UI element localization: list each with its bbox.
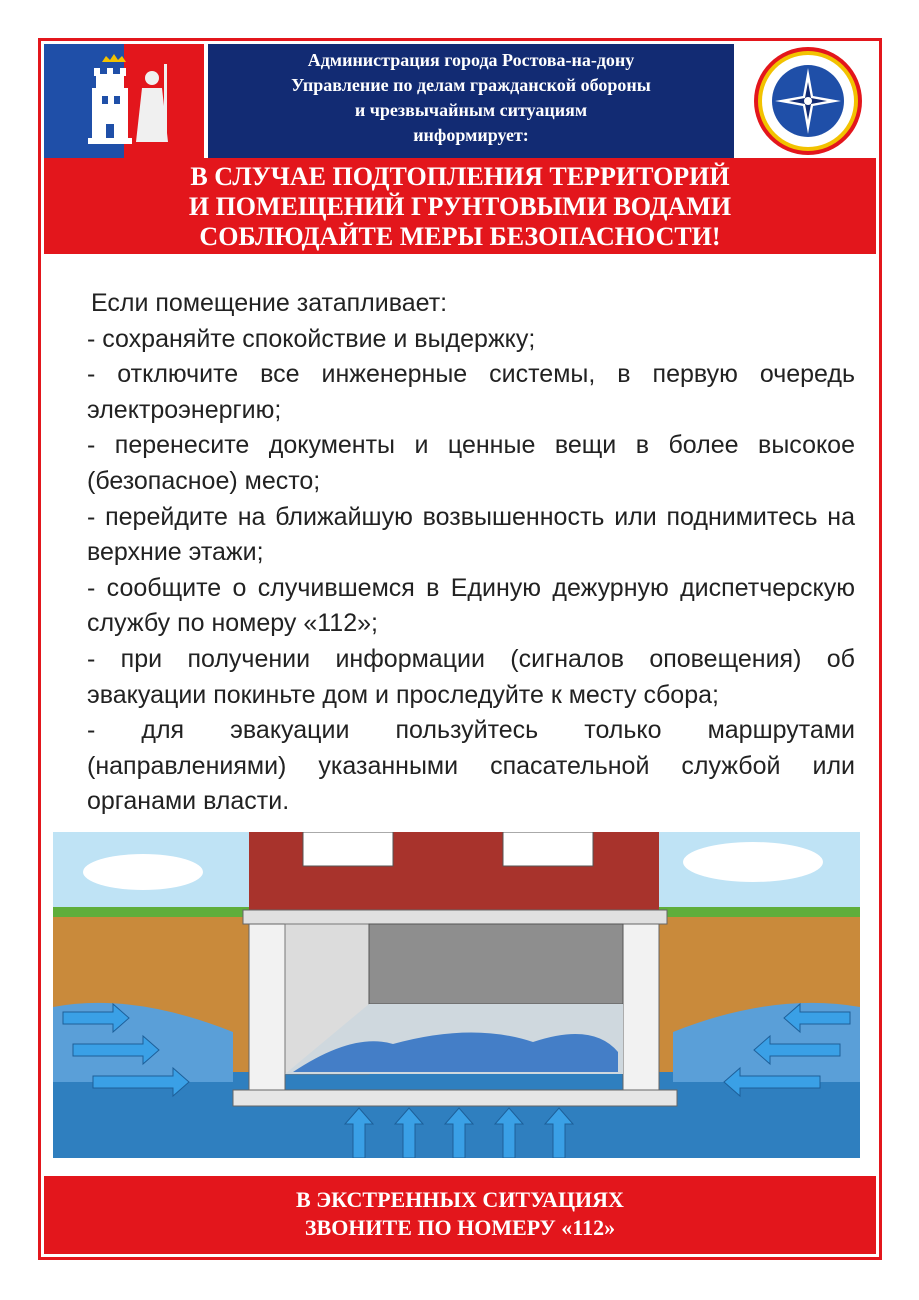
instruction-item: - сохраняйте спокойствие и выдержку; (87, 324, 536, 353)
administration-heading (208, 44, 734, 158)
coat-of-arms-icon (44, 44, 204, 158)
title-line: В СЛУЧАЕ ПОДТОПЛЕНИЯ ТЕРРИТОРИЙ (190, 162, 730, 191)
emergency-footer (44, 1176, 876, 1254)
admin-line: Управление по делам гражданской обороны (291, 75, 651, 95)
emergency-service-emblem-icon (740, 44, 876, 158)
instruction-item: - отключите все инженерные системы, в первую очередь электроэнергию; (87, 360, 855, 424)
instruction-item: - перейдите на ближайшую возвышенность или поднимитесь на верхние этажи; (87, 502, 855, 567)
footer-line: ЗВОНИТЕ ПО НОМЕРУ «112» (304, 1215, 616, 1240)
flooded-basement-illustration (53, 832, 860, 1158)
instruction-item: - для эвакуации пользуйтесь только маршрутами (направлениями) указанными спасательной службой или органами власти. (87, 716, 855, 816)
civil-defense-emblem (740, 44, 876, 158)
safety-instructions (87, 286, 855, 820)
rostov-coat-of-arms (44, 44, 204, 158)
footer-line: В ЭКСТРЕННЫХ СИТУАЦИЯХ (296, 1187, 624, 1212)
admin-line: и чрезвычайным ситуациям (354, 100, 588, 120)
header (44, 44, 876, 158)
admin-line: информирует: (413, 125, 529, 145)
instructions-intro: Если помещение затапливает: (91, 289, 448, 317)
instruction-item: - при получении информации (сигналов оповещения) об эвакуации покиньте дом и проследуйте к месту сбора; (87, 644, 855, 709)
title-line: СОБЛЮДАЙТЕ МЕРЫ БЕЗОПАСНОСТИ! (199, 222, 721, 251)
admin-line: Администрация города Ростова-на-дону (307, 50, 635, 70)
flooding-illustration-image (53, 832, 860, 1158)
title-line: И ПОМЕЩЕНИЙ ГРУНТОВЫМИ ВОДАМИ (188, 192, 732, 221)
main-title (44, 158, 876, 254)
instruction-item: - сообщите о случившемся в Единую дежурную диспетчерскую службу по номеру «112»; (87, 573, 855, 638)
instruction-item: - перенесите документы и ценные вещи в более высокое (безопасное) место; (87, 431, 855, 495)
